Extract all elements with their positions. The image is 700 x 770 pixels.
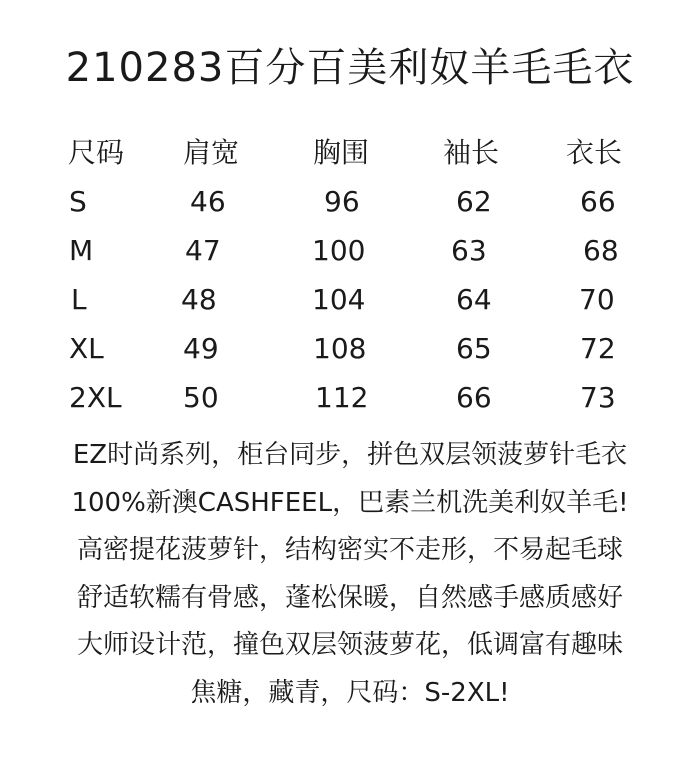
chest-cell: 100 <box>312 234 366 267</box>
description-line: EZ时尚系列，柜台同步，拼色双层领菠萝针毛衣 <box>72 440 628 470</box>
header-sleeve: 袖长 <box>443 136 500 169</box>
sleeve-cell: 65 <box>456 332 492 365</box>
size-cell: 2XL <box>69 381 122 414</box>
size-cell: L <box>71 283 87 316</box>
description-line: 大师设计范，撞色双层领菠萝花，低调富有趣味 <box>76 630 623 660</box>
shoulder-cell: 46 <box>190 185 226 218</box>
sleeve-cell: 63 <box>451 234 487 267</box>
description-line: 焦糖，藏青，尺码：S-2XL! <box>190 677 510 708</box>
length-cell: 70 <box>579 283 615 316</box>
shoulder-cell: 47 <box>185 234 221 267</box>
shoulder-cell: 49 <box>183 332 219 365</box>
chest-cell: 96 <box>324 185 360 218</box>
description-line: 高密提花菠萝针，结构密实不走形，不易起毛球 <box>76 535 623 565</box>
size-cell: XL <box>69 332 104 365</box>
shoulder-cell: 48 <box>181 283 217 316</box>
length-cell: 73 <box>580 381 616 414</box>
chest-cell: 112 <box>315 381 369 414</box>
length-cell: 68 <box>583 234 619 267</box>
size-cell: S <box>69 185 87 218</box>
chest-cell: 104 <box>312 283 366 316</box>
header-chest: 胸围 <box>313 136 370 169</box>
size-table <box>0 128 700 428</box>
product-title: 210283百分百美利奴羊毛毛衣 <box>65 45 635 91</box>
sleeve-cell: 62 <box>456 185 492 218</box>
length-cell: 66 <box>580 185 616 218</box>
product-description <box>0 432 700 717</box>
sleeve-cell: 66 <box>456 381 492 414</box>
header-length: 衣长 <box>566 136 623 169</box>
size-cell: M <box>69 234 94 267</box>
description-line: 舒适软糯有骨感，蓬松保暖，自然感手感质感好 <box>76 582 623 613</box>
description-line: 100%新澳CASHFEEL，巴素兰机洗美利奴羊毛! <box>71 487 629 518</box>
shoulder-cell: 50 <box>183 381 219 414</box>
chest-cell: 108 <box>313 332 367 365</box>
length-cell: 72 <box>580 332 616 365</box>
sleeve-cell: 64 <box>456 283 492 316</box>
header-shoulder: 肩宽 <box>183 136 240 169</box>
header-size: 尺码 <box>68 136 125 169</box>
